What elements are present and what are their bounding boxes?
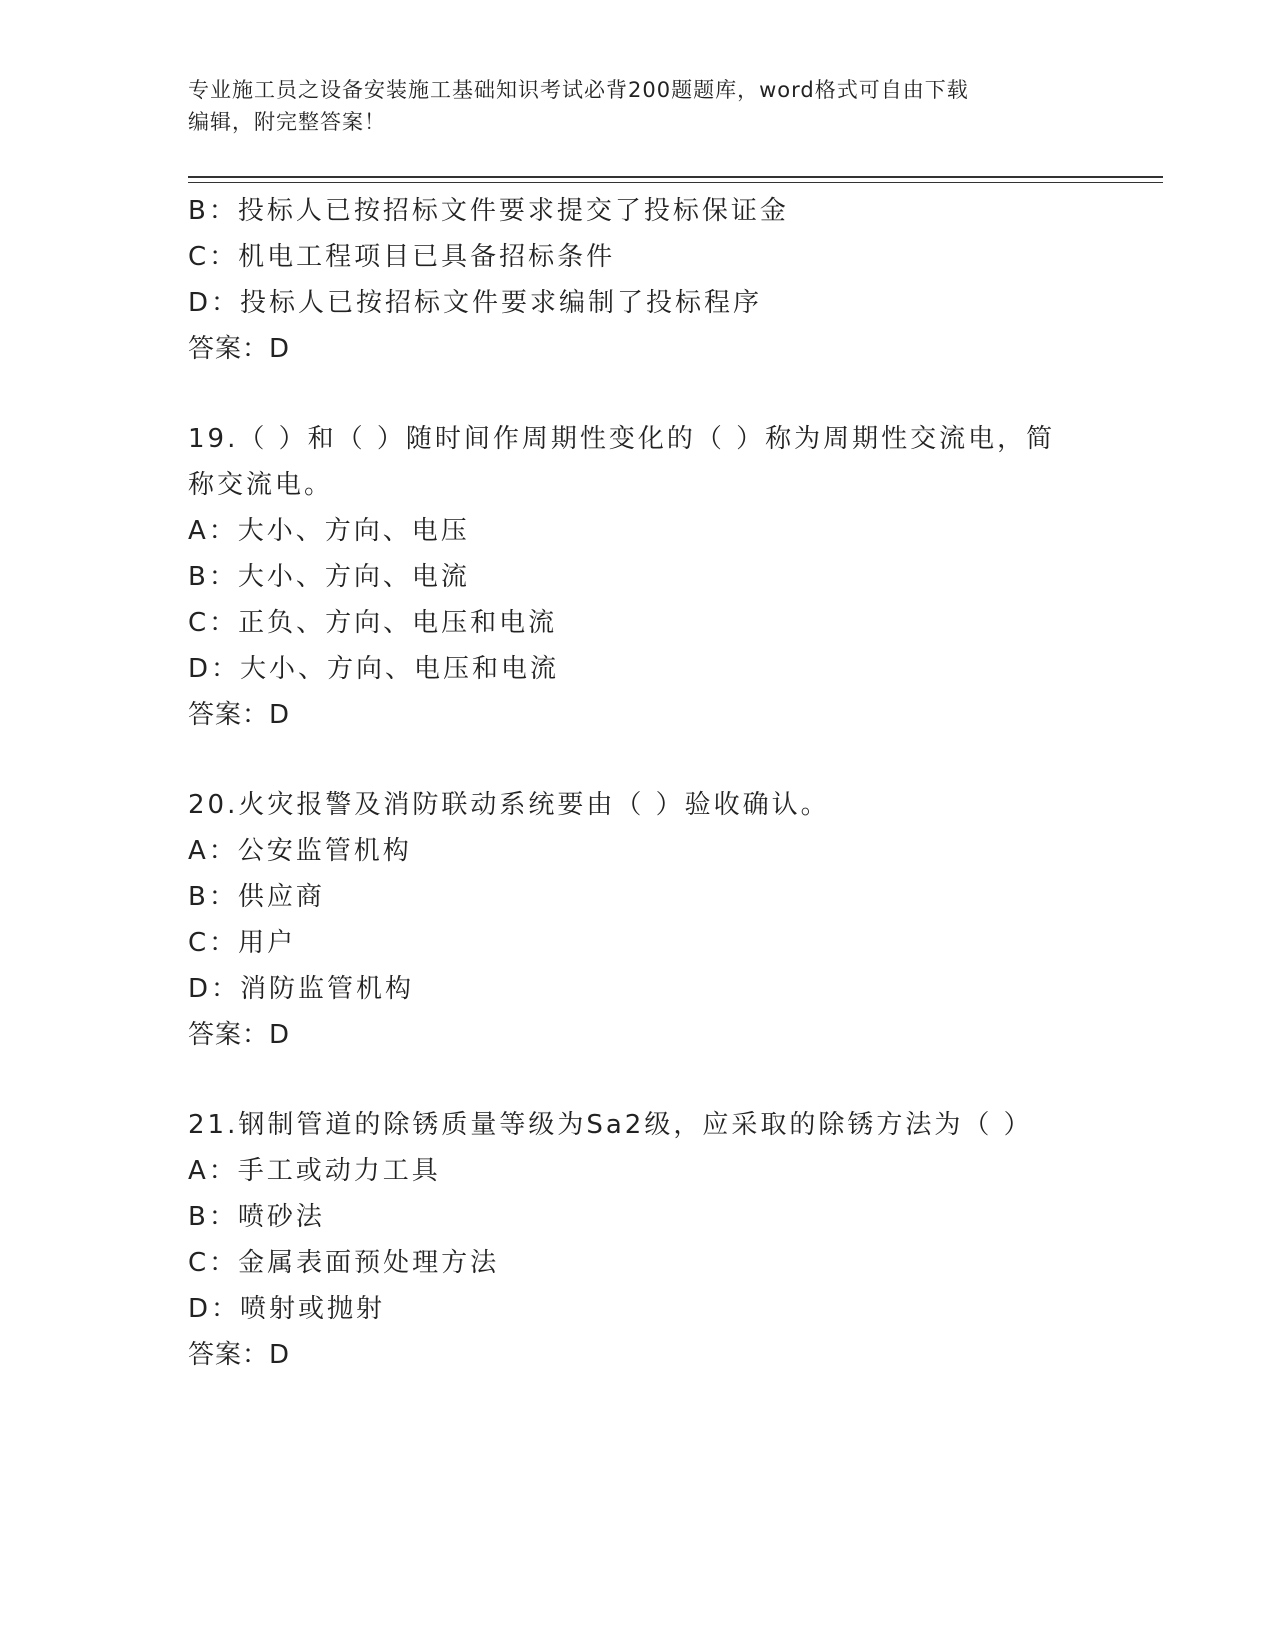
q18-option-b: B：投标人已按招标文件要求提交了投标保证金	[188, 196, 789, 226]
q19-stem-line-2: 称交流电。	[188, 470, 334, 500]
q20-answer: 答案：D	[188, 1020, 291, 1050]
question-spacer	[188, 372, 1088, 416]
q20-option-b: B：供应商	[188, 882, 325, 912]
q20-option-d: D：消防监管机构	[188, 974, 415, 1004]
document-header	[188, 74, 1088, 138]
question-20	[188, 782, 1088, 1058]
question-content	[188, 188, 1088, 1378]
q20-stem: 20.火灾报警及消防联动系统要由（ ）验收确认。	[188, 790, 830, 820]
q19-stem-line-1: 19.（ ）和（ ）随时间作周期性变化的（ ）称为周期性交流电，简	[188, 424, 1056, 454]
header-title-line-1: 专业施工员之设备安装施工基础知识考试必背200题题库，word格式可自由下载	[188, 78, 969, 102]
q18-option-d: D：投标人已按招标文件要求编制了投标程序	[188, 288, 763, 318]
question-spacer	[188, 738, 1088, 782]
question-19	[188, 416, 1088, 738]
header-divider-thin	[188, 182, 1163, 183]
header-title-line-2: 编辑，附完整答案！	[188, 110, 386, 134]
question-18-tail	[188, 188, 1088, 372]
header-divider-thick	[188, 176, 1163, 178]
q19-option-c: C：正负、方向、电压和电流	[188, 608, 558, 638]
q18-option-c: C：机电工程项目已具备招标条件	[188, 242, 616, 272]
q19-option-a: A：大小、方向、电压	[188, 516, 470, 546]
q21-stem: 21.钢制管道的除锈质量等级为Sa2级，应采取的除锈方法为（ ）	[188, 1110, 1033, 1140]
question-21	[188, 1102, 1088, 1378]
q20-option-c: C：用户	[188, 928, 297, 958]
question-spacer	[188, 1058, 1088, 1102]
q21-option-d: D：喷射或抛射	[188, 1294, 386, 1324]
q19-answer: 答案：D	[188, 700, 291, 730]
q21-option-a: A：手工或动力工具	[188, 1156, 441, 1186]
q18-answer: 答案：D	[188, 334, 291, 364]
q21-option-b: B：喷砂法	[188, 1202, 325, 1232]
q19-option-b: B：大小、方向、电流	[188, 562, 470, 592]
q20-option-a: A：公安监管机构	[188, 836, 412, 866]
q21-option-c: C：金属表面预处理方法	[188, 1248, 500, 1278]
q19-option-d: D：大小、方向、电压和电流	[188, 654, 560, 684]
q21-answer: 答案：D	[188, 1340, 291, 1370]
